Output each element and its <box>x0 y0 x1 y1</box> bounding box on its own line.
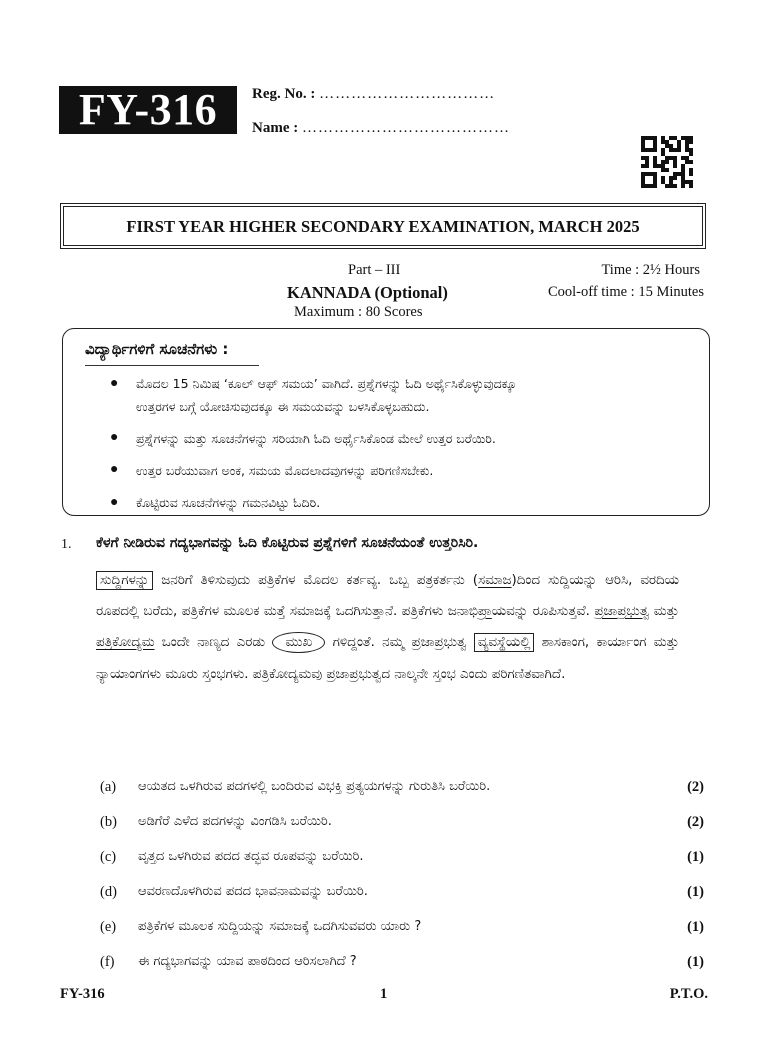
footer-code: FY-316 <box>60 986 105 1002</box>
subquestion-text: ಅಡಿಗೆರೆ ಎಳೆದ ಪದಗಳನ್ನು ವಿಂಗಡಿಸಿ ಬರೆಯಿರಿ. <box>138 814 332 829</box>
instruction-item-3: ಉತ್ತರ ಬರೆಯುವಾಗ ಅಂಕ, ಸಮಯ ಮೊದಲಾದವುಗಳನ್ನು ಪರಿಗಣಿಸಬೇಕು. <box>136 463 434 478</box>
underlined-word: ಪ್ರಾ <box>477 604 492 620</box>
bullet-icon: ● <box>110 376 119 391</box>
subquestion-label: (c) <box>100 849 117 865</box>
name-field <box>252 120 510 137</box>
reg-no-dots: …………………………… <box>319 86 496 102</box>
bullet-icon: ● <box>110 495 119 510</box>
circled-word: ಮುಖ <box>272 632 325 653</box>
question-heading: ಕೆಳಗೆ ನೀಡಿರುವ ಗದ್ಯಭಾಗವನ್ನು ಓದಿ ಕೊಟ್ಟಿರುವ ಪ್ರಶ್ನೆಗಳಿಗೆ ಸೂಚನೆಯಂತೆ ಉತ್ತರಿಸಿರಿ. <box>96 535 479 551</box>
subquestion-marks: (2) <box>687 814 704 830</box>
name-label: Name : <box>252 120 299 136</box>
exam-title: FIRST YEAR HIGHER SECONDARY EXAMINATION, MARCH 2025 <box>63 206 703 246</box>
instruction-item-2: ಪ್ರಶ್ನೆಗಳನ್ನು ಮತ್ತು ಸೂಚನೆಗಳನ್ನು ಸರಿಯಾಗಿ ಓದಿ ಅರ್ಥೈಸಿಕೊಂಡ ಮೇಲೆ ಉತ್ತರ ಬರೆಯಿರಿ. <box>136 431 496 446</box>
subquestion-label: (a) <box>100 779 117 795</box>
subquestion-text: ಆಯತದ ಒಳಗಿರುವ ಪದಗಳಲ್ಲಿ ಬಂದಿರುವ ವಿಭಕ್ತಿ ಪ್ರತ್ಯಯಗಳನ್ನು ಗುರುತಿಸಿ ಬರೆಯಿರಿ. <box>138 779 491 794</box>
instruction-item-4: ಕೊಟ್ಟಿರುವ ಸೂಚನೆಗಳನ್ನು ಗಮನವಿಟ್ಟು ಓದಿರಿ. <box>136 495 321 510</box>
pto-label: P.T.O. <box>669 986 708 1002</box>
bullet-icon: ● <box>110 462 119 477</box>
subquestion-label: (b) <box>100 814 117 830</box>
subquestion-text: ಪತ್ರಿಕೆಗಳ ಮೂಲಕ ಸುದ್ದಿಯನ್ನು ಸಮಾಜಕ್ಕೆ ಒದಗಿಸುವವರು ಯಾರು ? <box>138 919 422 934</box>
exam-part: Part – III <box>348 262 401 278</box>
subquestion-marks: (1) <box>687 884 704 900</box>
exam-time: Time : 2½ Hours <box>601 262 700 278</box>
subquestion-label: (e) <box>100 919 117 935</box>
instruction-item-1-line1: ಮೊದಲ 15 ನಿಮಿಷ ‘ಕೂಲ್ ಆಫ್ ಸಮಯ’ ವಾಗಿದೆ. ಪ್ರಶ್ನೆಗಳನ್ನು ಓದಿ ಅರ್ಥೈಸಿಕೊಳ್ಳುವುದಕ್ಕೂ <box>136 376 517 391</box>
cool-off-time: Cool-off time : 15 Minutes <box>547 284 704 300</box>
underlined-word: ಪ್ರಜಾಪ್ರಭುತ್ವ <box>594 604 650 620</box>
subquestion-marks: (1) <box>687 919 704 935</box>
instruction-item-1-line2: ಉತ್ತರಗಳ ಬಗ್ಗೆ ಯೋಚಿಸುವುದಕ್ಕೂ ಈ ಸಮಯವನ್ನು ಬಳಸಿಕೊಳ್ಳಬಹುದು. <box>136 399 430 414</box>
reg-no-field <box>252 86 495 103</box>
subquestion-text: ಈ ಗದ್ಯಭಾಗವನ್ನು ಯಾವ ಪಾಠದಿಂದ ಆರಿಸಲಾಗಿದೆ ? <box>138 954 357 969</box>
instructions-title: ವಿದ್ಯಾರ್ಥಿಗಳಿಗೆ ಸೂಚನೆಗಳು : <box>85 340 229 358</box>
paper-code: FY-316 <box>59 86 237 134</box>
boxed-word: ಸುದ್ದಿಗಳನ್ನು <box>96 571 153 590</box>
subquestion-label: (d) <box>100 884 117 900</box>
exam-subject: KANNADA (Optional) <box>287 283 448 302</box>
subquestion-text: ವೃತ್ತದ ಒಳಗಿರುವ ಪದದ ತದ್ಭವ ರೂಪವನ್ನು ಬರೆಯಿರಿ. <box>138 849 364 864</box>
instructions-title-rule <box>85 365 259 366</box>
max-scores: Maximum : 80 Scores <box>294 304 423 320</box>
prose-passage: ಸುದ್ದಿಗಳನ್ನು ಜನರಿಗೆ ತಿಳಿಸುವುದು ಪತ್ರಿಕೆಗಳ ಮೊದಲ ಕರ್ತವ್ಯ. ಒಬ್ಬ ಪತ್ರಕರ್ತನು (ಸಮಾಜ)ದಿಂದ ಸುದ್ದಿಯನ್ನು ಆರಿಸಿ, ವರದಿಯ ರೂಪದಲ್ಲಿ ಬರೆದು, ಪತ್ರಿಕೆಗಳ ಮೂಲಕ ಮತ್ತೆ ಸಮಾಜಕ್ಕೆ ಒದಗಿಸುತ್ತಾನೆ. ಪತ್ರಿಕೆಗಳು ಜನಾಭಿಪ್ರಾಯವನ್ನು ರೂಪಿಸುತ್ತವೆ. ಪ್ರಜಾಪ್ರಭುತ್ವ ಮತ್ತು ಪತ್ರಿಕೋದ್ಯಮ ಒಂದೇ ನಾಣ್ಯದ ಎರಡು ಮುಖ ಗಳಿದ್ದಂತೆ. ನಮ್ಮ ಪ್ರಜಾಪ್ರಭುತ್ವ ವ್ಯವಸ್ಥೆಯಲ್ಲಿ ಶಾಸಕಾಂಗ, ಕಾರ್ಯಾಂಗ ಮತ್ತು ನ್ಯಾಯಾಂಗಗಳು ಮೂರು ಸ್ತಂಭಗಳು. ಪತ್ರಿಕೋದ್ಯಮವು ಪ್ರಜಾಪ್ರಭುತ್ವದ ನಾಲ್ಕನೇ ಸ್ತಂಭ ಎಂದು ಪರಿಗಣಿತವಾಗಿದೆ. <box>96 573 680 682</box>
qr-code-icon <box>641 136 693 188</box>
bullet-icon: ● <box>110 430 119 445</box>
underlined-word: ಪತ್ರಿಕೋದ್ಯಮ <box>96 635 155 651</box>
subquestion-marks: (1) <box>687 849 704 865</box>
underlined-word: ಸಮಾಜ <box>477 573 512 588</box>
question-number: 1. <box>61 537 72 552</box>
reg-no-label: Reg. No. : <box>252 86 316 102</box>
page-number: 1 <box>380 986 388 1002</box>
subquestion-marks: (2) <box>687 779 704 795</box>
subquestion-text: ಆವರಣದೊಳಗಿರುವ ಪದದ ಭಾವನಾಮವನ್ನು ಬರೆಯಿರಿ. <box>138 884 368 899</box>
subquestion-label: (f) <box>100 954 115 970</box>
boxed-word: ವ್ಯವಸ್ಥೆಯಲ್ಲಿ <box>474 633 535 652</box>
name-dots: ………………………………… <box>301 120 510 136</box>
subquestion-marks: (1) <box>687 954 704 970</box>
